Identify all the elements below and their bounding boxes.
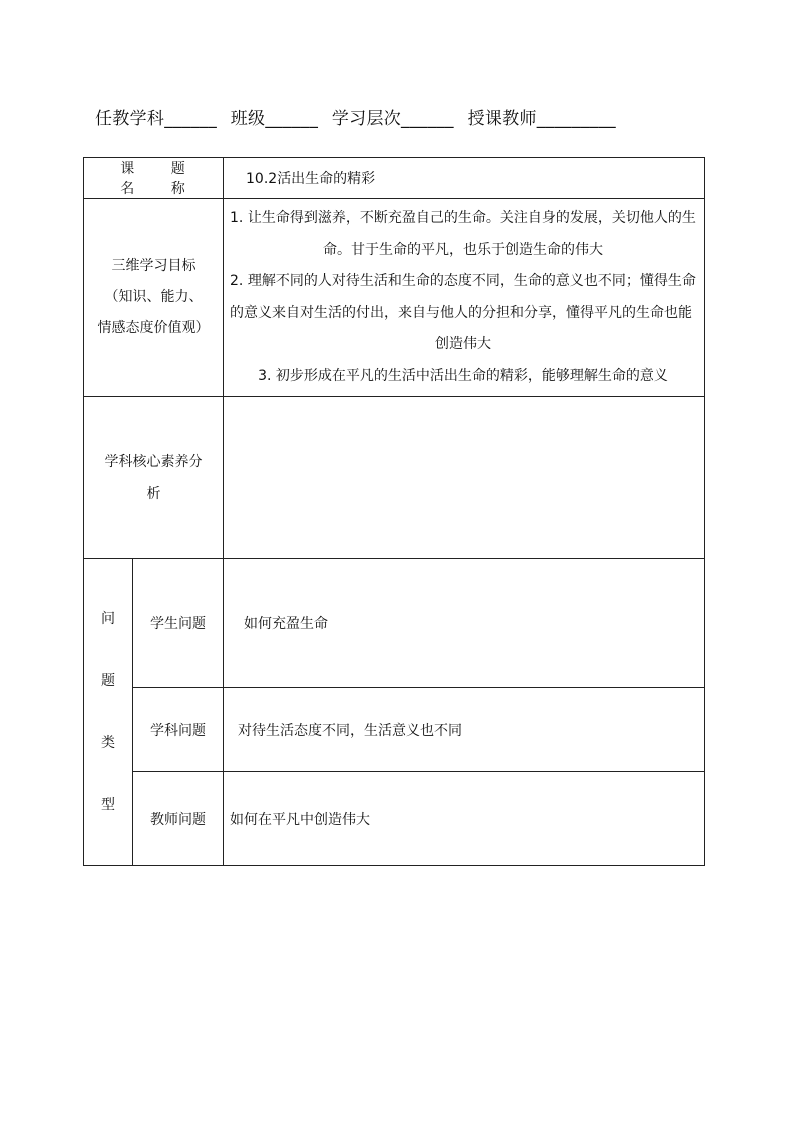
core-label-line: 学科核心素养分 — [104, 453, 203, 470]
goal-2-line: 创造伟大 — [435, 336, 492, 352]
question-type-char: 类 — [101, 735, 115, 751]
subject-field: 任教学科______ — [95, 109, 217, 129]
goals-label-line: 三维学习目标 — [111, 258, 196, 274]
student-question-label: 学生问题 — [133, 559, 224, 688]
core-literacy-label — [84, 397, 224, 559]
core-literacy-value — [224, 397, 705, 559]
question-type-char: 问 — [101, 611, 115, 627]
teacher-question-value: 如何在平凡中创造伟大 — [224, 772, 705, 866]
topic-value: 10.2活出生命的精彩 — [224, 158, 705, 199]
teacher-question-row — [84, 772, 705, 866]
teacher-question-label: 教师问题 — [133, 772, 224, 866]
question-type-char: 型 — [101, 797, 115, 813]
level-field: 学习层次______ — [331, 109, 454, 129]
question-type-char: 题 — [101, 673, 115, 689]
class-field: 班级______ — [230, 109, 319, 129]
goal-2-line: 2. 理解不同的人对待生活和生命的态度不同，生命的意义也不同；懂得生命 — [230, 273, 696, 289]
core-label-line: 析 — [146, 485, 161, 502]
goal-1-line: 1. 让生命得到滋养，不断充盈自己的生命。关注自身的发展，关切他人的生 — [230, 210, 696, 226]
goal-1-line: 命。甘于生命的平凡，也乐于创造生命的伟大 — [323, 241, 604, 258]
subject-question-value: 对待生活态度不同，生活意义也不同 — [224, 688, 705, 772]
teacher-field: 授课教师_________ — [467, 109, 616, 129]
student-question-row — [84, 559, 705, 688]
goals-label-line: 情感态度价值观） — [97, 320, 210, 336]
topic-label: 课 题 名 称 — [84, 158, 224, 199]
document-header — [95, 104, 735, 129]
subject-question-row — [84, 688, 705, 772]
topic-row — [84, 158, 705, 199]
goal-3-line: 3. 初步形成在平凡的生活中活出生命的精彩，能够理解生命的意义 — [258, 367, 668, 384]
core-literacy-row — [84, 397, 705, 559]
student-question-value: 如何充盈生命 — [224, 559, 705, 688]
goals-label-line: （知识、能力、 — [104, 289, 203, 305]
goals-content — [224, 199, 705, 397]
goals-label — [84, 199, 224, 397]
lesson-plan-table — [83, 157, 705, 866]
goal-2-line: 的意义来自对生活的付出，来自与他人的分担和分享，懂得平凡的生命也能 — [230, 304, 693, 321]
question-type-label — [84, 559, 133, 866]
subject-question-label: 学科问题 — [133, 688, 224, 772]
goals-row — [84, 199, 705, 397]
